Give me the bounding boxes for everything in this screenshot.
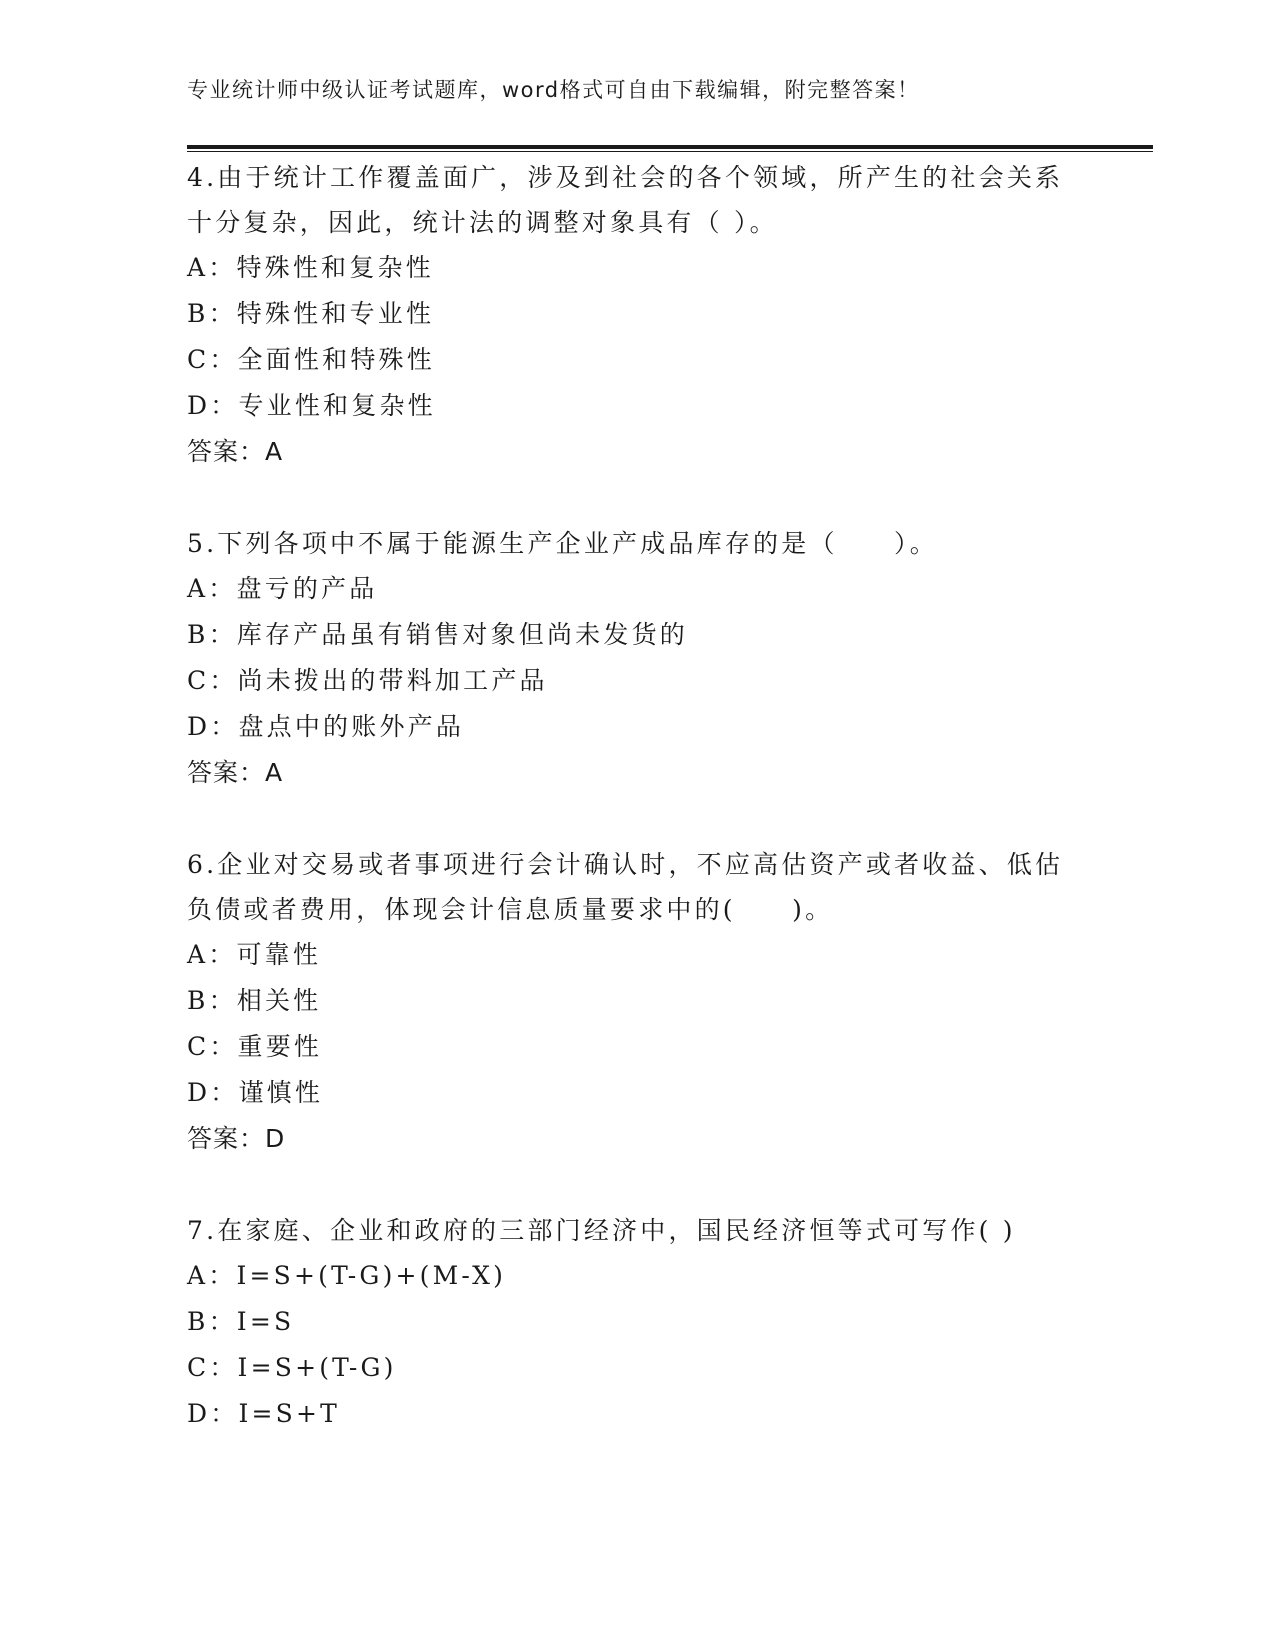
option-d: D：盘点中的账外产品 — [187, 712, 465, 741]
option-c: C：I=S+(T-G) — [187, 1353, 397, 1382]
question-stem: 5.下列各项中不属于能源生产企业产成品库存的是（ ）。 — [187, 529, 938, 558]
page-header: 专业统计师中级认证考试题库，word格式可自由下载编辑，附完整答案！ — [187, 78, 920, 102]
question-list — [187, 155, 1087, 1483]
option-d: D：I=S+T — [187, 1399, 341, 1428]
answer-label: 答案：D — [187, 1124, 286, 1153]
header-rule-thin — [187, 151, 1153, 152]
option-d: D：谨慎性 — [187, 1078, 324, 1107]
answer-label: 答案：A — [187, 437, 284, 466]
question-4 — [187, 155, 1087, 475]
option-c: C：重要性 — [187, 1032, 323, 1061]
option-a: A：盘亏的产品 — [187, 574, 378, 603]
option-c: C：尚未拨出的带料加工产品 — [187, 666, 548, 695]
question-6 — [187, 842, 1087, 1162]
answer-label: 答案：A — [187, 758, 284, 787]
header-rule-thick — [187, 145, 1153, 149]
option-b: B：I=S — [187, 1307, 295, 1336]
question-stem: 6.企业对交易或者事项进行会计确认时，不应高估资产或者收益、低估负债或者费用，体现会计信息质量要求中的( )。 — [187, 850, 1064, 924]
option-d: D：专业性和复杂性 — [187, 391, 436, 420]
question-stem: 4.由于统计工作覆盖面广，涉及到社会的各个领域，所产生的社会关系十分复杂，因此，统计法的调整对象具有（ ）。 — [187, 163, 1064, 237]
option-c: C：全面性和特殊性 — [187, 345, 435, 374]
question-7 — [187, 1208, 1087, 1437]
option-a: A：特殊性和复杂性 — [187, 253, 434, 282]
option-b: B：特殊性和专业性 — [187, 299, 435, 328]
option-a: A：I=S+(T-G)+(M-X) — [187, 1261, 507, 1290]
option-a: A：可靠性 — [187, 940, 322, 969]
option-b: B：相关性 — [187, 986, 322, 1015]
question-stem: 7.在家庭、企业和政府的三部门经济中，国民经济恒等式可写作( ) — [187, 1216, 1016, 1245]
question-5 — [187, 521, 1087, 796]
option-b: B：库存产品虽有销售对象但尚未发货的 — [187, 620, 688, 649]
